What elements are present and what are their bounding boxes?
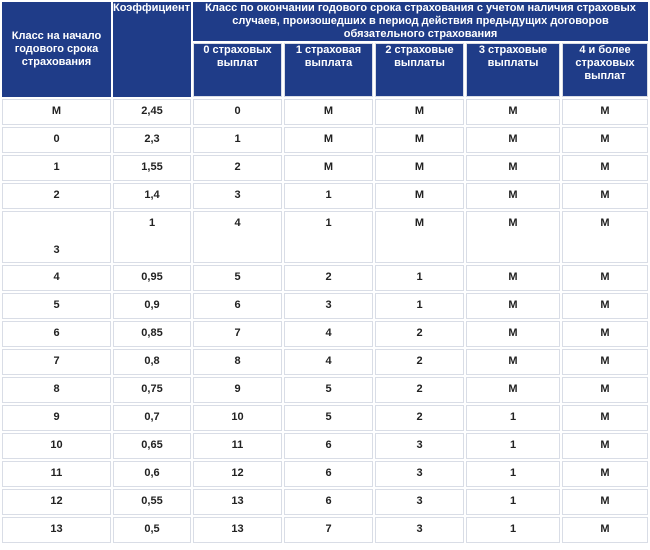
coefficient-cell: 0,9 bbox=[113, 293, 191, 319]
result-class-cell: М bbox=[375, 183, 464, 209]
result-class-cell: 1 bbox=[193, 127, 282, 153]
coefficient-cell: 1,4 bbox=[113, 183, 191, 209]
result-class-cell: М bbox=[466, 265, 560, 291]
result-class-cell: 1 bbox=[284, 183, 373, 209]
result-class-cell: 1 bbox=[466, 405, 560, 431]
result-class-cell: М bbox=[562, 433, 648, 459]
result-class-cell: 6 bbox=[284, 489, 373, 515]
class-cell: М bbox=[2, 99, 111, 125]
class-cell: 7 bbox=[2, 349, 111, 375]
class-cell: 11 bbox=[2, 461, 111, 487]
result-class-cell: М bbox=[466, 127, 560, 153]
class-cell: 5 bbox=[2, 293, 111, 319]
result-class-cell: 5 bbox=[284, 377, 373, 403]
class-cell: 3 bbox=[2, 211, 111, 263]
result-class-cell: 0 bbox=[193, 99, 282, 125]
coefficient-cell: 0,6 bbox=[113, 461, 191, 487]
table-body bbox=[2, 99, 648, 543]
result-class-cell: М bbox=[562, 321, 648, 347]
result-class-cell: 13 bbox=[193, 489, 282, 515]
table-row bbox=[2, 433, 648, 459]
result-class-cell: М bbox=[466, 155, 560, 181]
result-class-cell: 2 bbox=[375, 349, 464, 375]
class-cell: 9 bbox=[2, 405, 111, 431]
class-cell: 2 bbox=[2, 183, 111, 209]
table-row bbox=[2, 99, 648, 125]
coefficient-cell: 0,75 bbox=[113, 377, 191, 403]
result-class-cell: М bbox=[562, 293, 648, 319]
class-cell: 13 bbox=[2, 517, 111, 543]
result-class-cell: М bbox=[562, 405, 648, 431]
result-class-cell: М bbox=[562, 211, 648, 263]
result-class-cell: М bbox=[284, 99, 373, 125]
result-class-cell: 1 bbox=[375, 293, 464, 319]
result-class-cell: М bbox=[375, 99, 464, 125]
result-class-cell: 4 bbox=[284, 321, 373, 347]
result-class-cell: 2 bbox=[284, 265, 373, 291]
result-class-cell: М bbox=[562, 461, 648, 487]
result-class-cell: М bbox=[466, 321, 560, 347]
result-class-cell: 8 bbox=[193, 349, 282, 375]
result-class-cell: М bbox=[466, 183, 560, 209]
result-class-cell: 4 bbox=[193, 211, 282, 263]
coefficient-cell: 0,5 bbox=[113, 517, 191, 543]
result-class-cell: 3 bbox=[284, 293, 373, 319]
table-row bbox=[2, 127, 648, 153]
result-class-cell: М bbox=[562, 265, 648, 291]
result-class-cell: 3 bbox=[375, 461, 464, 487]
result-class-cell: М bbox=[284, 127, 373, 153]
table-row bbox=[2, 489, 648, 515]
table-row bbox=[2, 321, 648, 347]
coefficient-cell: 0,55 bbox=[113, 489, 191, 515]
result-class-cell: 10 bbox=[193, 405, 282, 431]
header-class-end: Класс по окончании годового срока страхования с учетом наличия страховых случаев, произошедших в период действия предыдущих договоров обязательного страхования bbox=[193, 2, 648, 41]
result-class-cell: 3 bbox=[193, 183, 282, 209]
result-class-cell: 1 bbox=[375, 265, 464, 291]
result-class-cell: 1 bbox=[466, 461, 560, 487]
result-class-cell: 5 bbox=[284, 405, 373, 431]
result-class-cell: М bbox=[562, 517, 648, 543]
result-class-cell: 2 bbox=[375, 377, 464, 403]
result-class-cell: М bbox=[466, 293, 560, 319]
header-payouts-4: 4 и более страховых выплат bbox=[562, 43, 648, 97]
result-class-cell: М bbox=[562, 377, 648, 403]
result-class-cell: 2 bbox=[375, 405, 464, 431]
coefficient-cell: 1,55 bbox=[113, 155, 191, 181]
table-row bbox=[2, 349, 648, 375]
result-class-cell: 7 bbox=[284, 517, 373, 543]
result-class-cell: 4 bbox=[284, 349, 373, 375]
header-class-start: Класс на начало годового срока страхования bbox=[2, 2, 111, 97]
coefficient-cell: 1 bbox=[113, 211, 191, 263]
result-class-cell: 13 bbox=[193, 517, 282, 543]
header-payouts-0: 0 страховых выплат bbox=[193, 43, 282, 97]
coefficient-cell: 0,65 bbox=[113, 433, 191, 459]
result-class-cell: 6 bbox=[284, 433, 373, 459]
table-row bbox=[2, 377, 648, 403]
header-payouts-2: 2 страховые выплаты bbox=[375, 43, 464, 97]
table-row bbox=[2, 293, 648, 319]
result-class-cell: 3 bbox=[375, 517, 464, 543]
result-class-cell: 5 bbox=[193, 265, 282, 291]
result-class-cell: М bbox=[562, 127, 648, 153]
class-cell: 8 bbox=[2, 377, 111, 403]
class-cell: 12 bbox=[2, 489, 111, 515]
table-row bbox=[2, 265, 648, 291]
table-row bbox=[2, 155, 648, 181]
result-class-cell: М bbox=[562, 183, 648, 209]
result-class-cell: М bbox=[562, 99, 648, 125]
result-class-cell: 3 bbox=[375, 489, 464, 515]
header-payouts-3: 3 страховые выплаты bbox=[466, 43, 560, 97]
result-class-cell: 2 bbox=[193, 155, 282, 181]
class-cell: 1 bbox=[2, 155, 111, 181]
result-class-cell: М bbox=[284, 155, 373, 181]
result-class-cell: 6 bbox=[284, 461, 373, 487]
result-class-cell: 11 bbox=[193, 433, 282, 459]
coefficient-cell: 0,8 bbox=[113, 349, 191, 375]
result-class-cell: М bbox=[562, 489, 648, 515]
result-class-cell: 1 bbox=[466, 517, 560, 543]
table-row bbox=[2, 211, 648, 263]
result-class-cell: 12 bbox=[193, 461, 282, 487]
coefficient-cell: 0,85 bbox=[113, 321, 191, 347]
header-payouts-1: 1 страховая выплата bbox=[284, 43, 373, 97]
header-coefficient: Коэффициент bbox=[113, 2, 191, 97]
result-class-cell: 1 bbox=[284, 211, 373, 263]
coefficient-cell: 2,45 bbox=[113, 99, 191, 125]
class-cell: 10 bbox=[2, 433, 111, 459]
result-class-cell: 1 bbox=[466, 433, 560, 459]
result-class-cell: 1 bbox=[466, 489, 560, 515]
coefficient-cell: 0,95 bbox=[113, 265, 191, 291]
result-class-cell: 9 bbox=[193, 377, 282, 403]
table-row bbox=[2, 405, 648, 431]
result-class-cell: М bbox=[466, 211, 560, 263]
result-class-cell: 7 bbox=[193, 321, 282, 347]
coefficient-cell: 0,7 bbox=[113, 405, 191, 431]
result-class-cell: М bbox=[466, 99, 560, 125]
result-class-cell: 6 bbox=[193, 293, 282, 319]
class-cell: 6 bbox=[2, 321, 111, 347]
result-class-cell: М bbox=[375, 211, 464, 263]
result-class-cell: 2 bbox=[375, 321, 464, 347]
class-cell: 0 bbox=[2, 127, 111, 153]
result-class-cell: М bbox=[375, 127, 464, 153]
result-class-cell: М bbox=[466, 377, 560, 403]
result-class-cell: М bbox=[562, 349, 648, 375]
result-class-cell: М bbox=[562, 155, 648, 181]
class-cell: 4 bbox=[2, 265, 111, 291]
table-row bbox=[2, 183, 648, 209]
table-row bbox=[2, 517, 648, 543]
coefficient-cell: 2,3 bbox=[113, 127, 191, 153]
result-class-cell: М bbox=[466, 349, 560, 375]
result-class-cell: 3 bbox=[375, 433, 464, 459]
result-class-cell: М bbox=[375, 155, 464, 181]
table-row bbox=[2, 461, 648, 487]
